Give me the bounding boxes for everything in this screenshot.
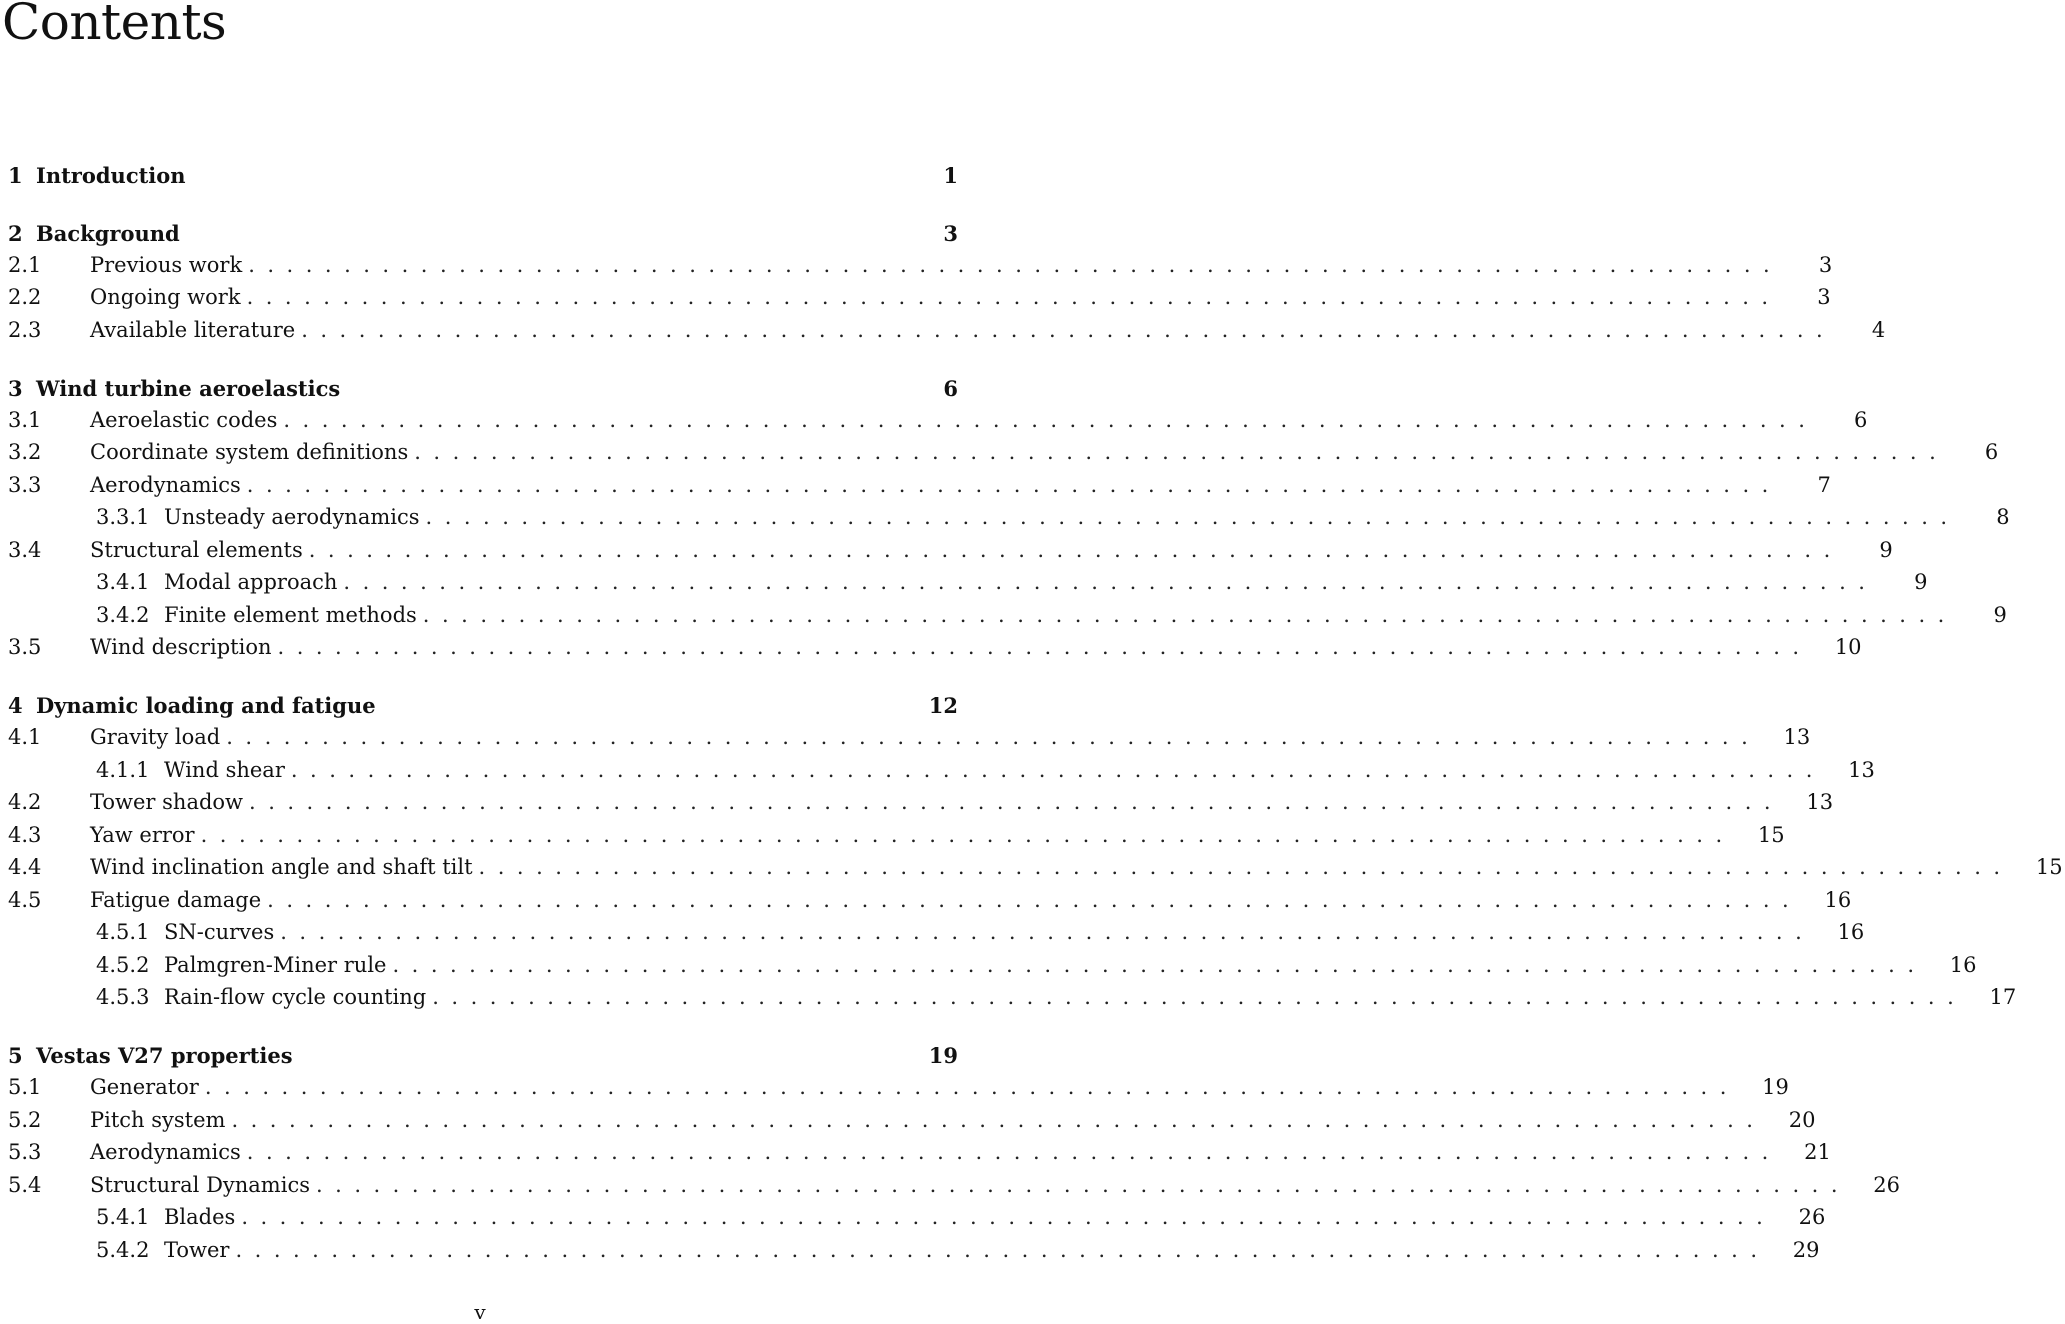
toc-entry-number: 3.3.1 [96, 505, 150, 529]
toc-entry-number: 5.4.1 [96, 1205, 150, 1229]
toc-chapter-entry[interactable] [0, 1040, 960, 1070]
toc-entry-page-number: 10 [1834, 635, 1862, 659]
toc-entry-number: 4.5.3 [96, 985, 150, 1009]
toc-section-entry[interactable] [0, 567, 1928, 597]
toc-entry-page-number: 3 [943, 220, 958, 246]
toc-section-entry[interactable] [0, 632, 1862, 662]
toc-entry-page-number: 29 [1792, 1238, 1820, 1262]
dot-leader: ................................................................................ [267, 888, 1802, 912]
toc-section-entry[interactable] [0, 820, 1785, 850]
dot-leader: ................................................................................ [200, 823, 1735, 847]
toc-entry-page-number: 9 [1993, 603, 2007, 627]
dot-leader: ................................................................................ [283, 408, 1818, 432]
toc-entry-number: 4.4 [8, 855, 42, 879]
toc-section-entry[interactable] [0, 1202, 1826, 1232]
toc-section-entry[interactable] [0, 787, 1834, 817]
toc-section-entry[interactable] [0, 982, 2017, 1012]
toc-entry-number: 4.1 [8, 725, 42, 749]
toc-section-entry[interactable] [0, 437, 1999, 467]
toc-entry-title: Tower [164, 1238, 230, 1262]
dot-leader: ................................................................................ [246, 285, 1781, 309]
toc-entry-page-number: 20 [1788, 1108, 1816, 1132]
toc-entry-number: 4.2 [8, 790, 42, 814]
toc-entry-number: 4 [8, 692, 23, 718]
toc-entry-number: 4.1.1 [96, 758, 150, 782]
toc-entry-title: Available literature [90, 318, 296, 342]
dot-leader: ................................................................................ [249, 790, 1784, 814]
dot-leader: ................................................................................ [248, 253, 1783, 277]
dot-leader: ................................................................................ [392, 953, 1927, 977]
dot-leader: ................................................................................ [290, 758, 1825, 782]
toc-section-entry[interactable] [0, 950, 1977, 980]
toc-entry-title: Previous work [90, 253, 243, 277]
toc-entry-title: Aeroelastic codes [90, 408, 278, 432]
toc-entry-number: 4.3 [8, 823, 42, 847]
toc-section-entry[interactable] [0, 470, 1831, 500]
toc-entry-number: 5 [8, 1042, 23, 1068]
toc-entry-page-number: 26 [1873, 1173, 1901, 1197]
toc-entry-title: Palmgren-Miner rule [164, 953, 387, 977]
toc-entry-title: Structural Dynamics [90, 1173, 310, 1197]
toc-section-entry[interactable] [0, 852, 2063, 882]
toc-entry-title: Pitch system [90, 1108, 226, 1132]
dot-leader: ................................................................................ [231, 1108, 1766, 1132]
toc-entry-title: Gravity load [90, 725, 221, 749]
toc-entry-number: 3.1 [8, 408, 42, 432]
toc-entry-title: Introduction [36, 162, 186, 188]
toc-entry-page-number: 6 [1984, 440, 1999, 464]
toc-section-entry[interactable] [0, 1105, 1816, 1135]
toc-entry-title: Wind turbine aeroelastics [36, 375, 341, 401]
toc-entry-page-number: 6 [943, 375, 958, 401]
toc-entry-page-number: 15 [2035, 855, 2063, 879]
toc-entry-title: Ongoing work [90, 285, 241, 309]
toc-entry-number: 3.3 [8, 473, 42, 497]
toc-entry-title: Wind description [90, 635, 272, 659]
toc-entry-page-number: 1 [943, 162, 958, 188]
toc-section-entry[interactable] [0, 405, 1868, 435]
toc-entry-title: Aerodynamics [90, 1140, 241, 1164]
toc-chapter-entry[interactable] [0, 373, 960, 403]
dot-leader: ................................................................................ [432, 985, 1967, 1009]
toc-section-entry[interactable] [0, 250, 1833, 280]
toc-entry-number: 2.3 [8, 318, 42, 342]
toc-entry-number: 4.5 [8, 888, 42, 912]
toc-entry-number: 3.4 [8, 538, 42, 562]
dot-leader: ................................................................................ [246, 1140, 1781, 1164]
toc-entry-number: 5.3 [8, 1140, 42, 1164]
toc-entry-title: Wind inclination angle and shaft tilt [90, 855, 473, 879]
toc-section-entry[interactable] [0, 1170, 1901, 1200]
toc-entry-number: 3 [8, 375, 23, 401]
toc-entry-page-number: 6 [1854, 408, 1868, 432]
toc-chapter-entry[interactable] [0, 218, 960, 248]
toc-entry-page-number: 19 [928, 1042, 958, 1068]
dot-leader: ................................................................................ [308, 538, 1843, 562]
toc-entry-title: Wind shear [164, 758, 285, 782]
toc-entry-page-number: 12 [928, 692, 958, 718]
toc-entry-title: Aerodynamics [90, 473, 241, 497]
dot-leader: ................................................................................ [478, 855, 2013, 879]
toc-entry-title: SN-curves [164, 920, 275, 944]
toc-entry-page-number: 15 [1757, 823, 1785, 847]
dot-leader: ................................................................................ [301, 318, 1836, 342]
toc-section-entry[interactable] [0, 885, 1852, 915]
toc-entry-title: Rain-flow cycle counting [164, 985, 427, 1009]
toc-entry-title: Modal approach [164, 570, 338, 594]
toc-entry-page-number: 16 [1824, 888, 1852, 912]
toc-entry-title: Fatigue damage [90, 888, 262, 912]
dot-leader: ................................................................................ [226, 725, 1761, 749]
toc-entry-page-number: 17 [1989, 985, 2017, 1009]
toc-chapter-entry[interactable] [0, 160, 960, 190]
toc-section-entry[interactable] [0, 722, 1811, 752]
dot-leader: ................................................................................ [425, 505, 1960, 529]
toc-section-entry[interactable] [0, 755, 1875, 785]
toc-section-entry[interactable] [0, 1072, 1789, 1102]
toc-entry-title: Vestas V27 properties [36, 1042, 293, 1068]
toc-entry-number: 5.4.2 [96, 1238, 150, 1262]
toc-entry-page-number: 3 [1817, 285, 1831, 309]
toc-entry-number: 5.4 [8, 1173, 42, 1197]
toc-entry-page-number: 21 [1804, 1140, 1831, 1164]
dot-leader: ................................................................................ [204, 1075, 1739, 1099]
dot-leader: ................................................................................ [315, 1173, 1851, 1197]
dot-leader: ................................................................................ [235, 1238, 1770, 1262]
toc-entry-page-number: 4 [1871, 318, 1886, 342]
toc-entry-title: Coordinate system definitions [90, 440, 409, 464]
toc-entry-number: 5.2 [8, 1108, 42, 1132]
toc-entry-page-number: 7 [1817, 473, 1831, 497]
toc-entry-number: 2 [8, 220, 23, 246]
toc-entry-title: Background [36, 220, 180, 246]
toc-entry-page-number: 9 [1914, 570, 1928, 594]
toc-entry-page-number: 26 [1798, 1205, 1826, 1229]
dot-leader: ................................................................................ [277, 635, 1812, 659]
toc-entry-title: Structural elements [90, 538, 303, 562]
toc-entry-page-number: 13 [1783, 725, 1811, 749]
toc-entry-number: 2.2 [8, 285, 42, 309]
dot-leader: ................................................................................ [280, 920, 1815, 944]
toc-entry-page-number: 13 [1848, 758, 1875, 782]
toc-entry-page-number: 9 [1879, 538, 1893, 562]
toc-entry-number: 3.2 [8, 440, 42, 464]
toc-entry-number: 3.5 [8, 635, 42, 659]
toc-section-entry[interactable] [0, 282, 1831, 312]
toc-entry-title: Finite element methods [164, 603, 417, 627]
toc-entry-title: Unsteady aerodynamics [164, 505, 420, 529]
toc-entry-title: Tower shadow [90, 790, 244, 814]
dot-leader: ................................................................................ [414, 440, 1949, 464]
page-title: Contents [2, 0, 227, 51]
dot-leader: ................................................................................ [246, 473, 1781, 497]
toc-section-entry[interactable] [0, 1137, 1831, 1167]
dot-leader: ................................................................................ [343, 570, 1878, 594]
toc-entry-number: 3.4.1 [96, 570, 150, 594]
toc-entry-number: 2.1 [8, 253, 42, 277]
toc-entry-title: Yaw error [90, 823, 195, 847]
toc-entry-page-number: 19 [1762, 1075, 1789, 1099]
dot-leader: ................................................................................ [422, 603, 1957, 627]
toc-entry-page-number: 3 [1818, 253, 1833, 277]
toc-section-entry[interactable] [0, 917, 1865, 947]
dot-leader: ................................................................................ [241, 1205, 1776, 1229]
page-number-footer: v [474, 1300, 486, 1324]
toc-section-entry[interactable] [0, 315, 1886, 345]
toc-chapter-entry[interactable] [0, 690, 960, 720]
toc-entry-number: 4.5.2 [96, 953, 150, 977]
toc-section-entry[interactable] [0, 502, 2010, 532]
toc-section-entry[interactable] [0, 600, 2007, 630]
toc-entry-title: Generator [90, 1075, 199, 1099]
toc-entry-number: 4.5.1 [96, 920, 150, 944]
toc-entry-title: Dynamic loading and fatigue [36, 692, 376, 718]
toc-entry-page-number: 8 [1996, 505, 2010, 529]
toc-entry-page-number: 13 [1806, 790, 1834, 814]
toc-entry-number: 3.4.2 [96, 603, 150, 627]
toc-entry-number: 5.1 [8, 1075, 42, 1099]
toc-entry-page-number: 16 [1837, 920, 1865, 944]
toc-section-entry[interactable] [0, 1235, 1820, 1265]
toc-entry-title: Blades [164, 1205, 236, 1229]
toc-section-entry[interactable] [0, 535, 1893, 565]
toc-entry-page-number: 16 [1949, 953, 1977, 977]
toc-entry-number: 1 [8, 162, 23, 188]
